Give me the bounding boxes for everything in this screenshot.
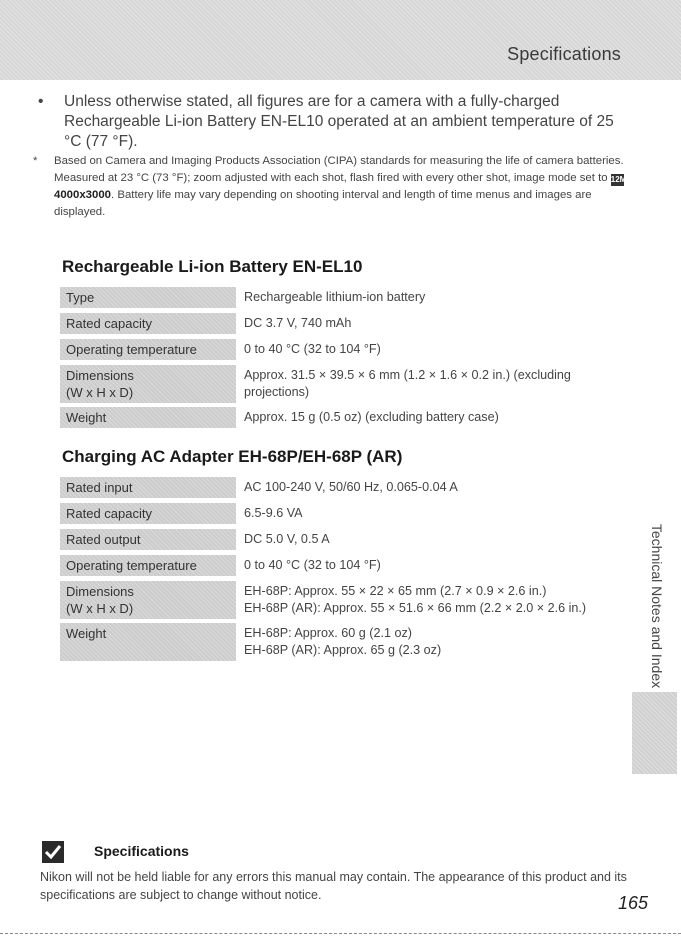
bullet-icon: • xyxy=(38,93,44,110)
spec-label-line: Operating temperature xyxy=(66,558,197,573)
spec-label xyxy=(60,287,236,308)
spec-label-line: Rated output xyxy=(66,532,141,547)
spec-label xyxy=(60,365,236,403)
side-tab-block xyxy=(632,692,677,774)
footnote-text-before: Based on Camera and Imaging Products Association (CIPA) standards for measuring the life of camera batteries. Measured at 23 °C (73 °F); zoom adjusted with each shot, flash fired with every other shot, image mode set to xyxy=(54,155,624,184)
spec-label xyxy=(60,529,236,550)
spec-label xyxy=(60,503,236,524)
footnote-image-mode: 4000x3000 xyxy=(54,189,112,201)
spec-value-line: Approx. 31.5 × 39.5 × 6 mm (1.2 × 1.6 × 0.2 in.) (excluding xyxy=(244,368,571,382)
spec-value xyxy=(244,503,634,522)
adapter-section-title: Charging AC Adapter EH-68P/EH-68P (AR) xyxy=(62,447,403,466)
page-number: 165 xyxy=(618,893,649,913)
spec-value xyxy=(244,477,634,496)
spec-value-line: 0 to 40 °C (32 to 104 °F) xyxy=(244,558,381,572)
spec-value-line: Rechargeable lithium-ion battery xyxy=(244,290,426,304)
spec-label-line: Weight xyxy=(66,626,107,641)
spec-label-line: Dimensions xyxy=(66,368,134,383)
side-tab-label: Technical Notes and Index xyxy=(649,523,665,689)
spec-label-line: Rated capacity xyxy=(66,506,152,521)
spec-label xyxy=(60,555,236,576)
spec-label-line: Dimensions xyxy=(66,584,134,599)
spec-value-line: Approx. 15 g (0.5 oz) (excluding battery case) xyxy=(244,410,499,424)
spec-value-line: DC 5.0 V, 0.5 A xyxy=(244,532,330,546)
spec-value-line: EH-68P (AR): Approx. 65 g (2.3 oz) xyxy=(244,643,442,657)
spec-label-line: Type xyxy=(66,290,95,305)
spec-value xyxy=(244,581,634,617)
spec-label-line: Rated capacity xyxy=(66,316,152,331)
spec-label xyxy=(60,477,236,498)
spec-label-line: Weight xyxy=(66,410,107,425)
note-title: Specifications xyxy=(94,843,189,859)
spec-value xyxy=(244,339,634,358)
spec-label-line: (W x H x D) xyxy=(66,385,134,400)
spec-label xyxy=(60,581,236,619)
image-mode-icon: 12M xyxy=(610,175,627,184)
spec-label xyxy=(60,313,236,334)
note-text: Nikon will not be held liable for any errors this manual may contain. The appearance of this product and its specifications are subject to change without notice. xyxy=(40,870,627,902)
spec-label xyxy=(60,407,236,428)
spec-value-line: DC 3.7 V, 740 mAh xyxy=(244,316,352,330)
footnote-mark: * xyxy=(33,155,38,167)
spec-value xyxy=(244,555,634,574)
spec-label-line: Operating temperature xyxy=(66,342,197,357)
side-tab xyxy=(644,522,664,692)
spec-label-line: (W x H x D) xyxy=(66,601,134,616)
intro-bullet-text: Unless otherwise stated, all figures are for a camera with a fully-charged Rechargeable Li-ion Battery EN-EL10 operated at an ambient temperature of 25 °C (77 °F). xyxy=(64,93,614,150)
spec-value-line: 6.5-9.6 VA xyxy=(244,506,303,520)
spec-value xyxy=(244,365,634,401)
spec-value-line: AC 100-240 V, 50/60 Hz, 0.065-0.04 A xyxy=(244,480,458,494)
spec-value-line: EH-68P (AR): Approx. 55 × 51.6 × 66 mm (2.2 × 2.0 × 2.6 in.) xyxy=(244,601,587,615)
spec-value xyxy=(244,287,634,306)
spec-label-line: Rated input xyxy=(66,480,133,495)
spec-value xyxy=(244,529,634,548)
header-band xyxy=(0,0,681,80)
spec-label xyxy=(60,623,236,661)
spec-label xyxy=(60,339,236,360)
spec-value-line: EH-68P: Approx. 60 g (2.1 oz) xyxy=(244,626,413,640)
spec-value-line: 0 to 40 °C (32 to 104 °F) xyxy=(244,342,381,356)
spec-value xyxy=(244,313,634,332)
bottom-rule xyxy=(0,933,681,934)
spec-value xyxy=(244,623,634,659)
footnote xyxy=(33,153,644,221)
spec-value-line: EH-68P: Approx. 55 × 22 × 65 mm (2.7 × 0.9 × 2.6 in.) xyxy=(244,584,547,598)
intro-bullet xyxy=(40,92,630,152)
checkmark-note-icon xyxy=(42,841,64,863)
footnote-text-after: . Battery life may vary depending on shooting interval and length of time menus and images are displayed. xyxy=(54,189,592,218)
battery-section-title: Rechargeable Li-ion Battery EN-EL10 xyxy=(62,257,363,276)
page-header-title: Specifications xyxy=(507,44,621,64)
spec-value-line: projections) xyxy=(244,385,310,399)
spec-value xyxy=(244,407,634,426)
